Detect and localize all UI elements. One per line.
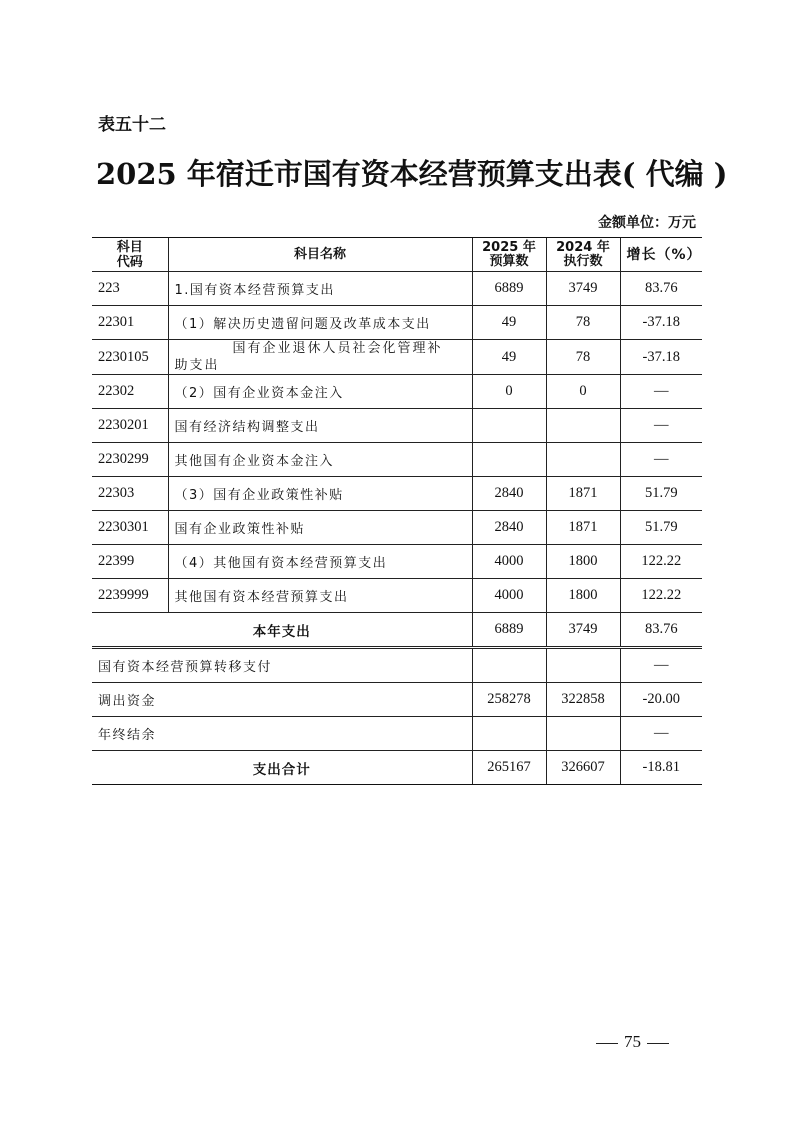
row-growth: 83.76 [620, 272, 702, 306]
row-exec: 78 [546, 306, 620, 340]
budget-table [92, 237, 702, 785]
subtotal-label: 本年支出 [92, 613, 472, 648]
header-budget: 2025 年 预算数 [472, 238, 546, 272]
row-exec [546, 443, 620, 477]
row-code: 22301 [92, 306, 168, 340]
extra-budget [472, 648, 546, 683]
row-growth: — [620, 443, 702, 477]
row-budget: 6889 [472, 272, 546, 306]
row-budget: 2840 [472, 511, 546, 545]
extra-label: 年终结余 [92, 717, 472, 751]
table-row [92, 375, 702, 409]
subtotal-row [92, 613, 702, 648]
page-number: 75 [590, 1032, 675, 1052]
unit-note: 金额单位：万元 [598, 215, 696, 231]
row-budget: 49 [472, 306, 546, 340]
extra-growth: — [620, 648, 702, 683]
row-growth: 122.22 [620, 545, 702, 579]
extra-label: 调出资金 [92, 683, 472, 717]
row-name: 1.国有资本经营预算支出 [168, 272, 472, 306]
row-code: 2230299 [92, 443, 168, 477]
extra-growth: -20.00 [620, 683, 702, 717]
table-row [92, 340, 702, 375]
row-code: 22302 [92, 375, 168, 409]
extra-growth: — [620, 717, 702, 751]
row-exec: 1871 [546, 511, 620, 545]
extra-exec [546, 717, 620, 751]
extra-row [92, 648, 702, 683]
table-row [92, 579, 702, 613]
row-code: 2239999 [92, 579, 168, 613]
table-row [92, 477, 702, 511]
total-label: 支出合计 [92, 751, 472, 785]
row-name: （2）国有企业资本金注入 [168, 375, 472, 409]
extra-budget [472, 717, 546, 751]
header-name: 科目名称 [168, 238, 472, 272]
table-row [92, 443, 702, 477]
subtotal-exec: 3749 [546, 613, 620, 648]
table-row [92, 306, 702, 340]
extra-budget: 258278 [472, 683, 546, 717]
row-code: 223 [92, 272, 168, 306]
page-title: 2025 年宿迁市国有资本经营预算支出表( 代编 ) [96, 157, 728, 191]
row-budget: 4000 [472, 579, 546, 613]
row-budget [472, 409, 546, 443]
row-name: 其他国有企业资本金注入 [168, 443, 472, 477]
table-label: 表五十二 [98, 115, 166, 135]
row-exec: 1800 [546, 545, 620, 579]
row-name: （4）其他国有资本经营预算支出 [168, 545, 472, 579]
row-budget: 49 [472, 340, 546, 375]
row-name: 国有企业政策性补贴 [168, 511, 472, 545]
row-growth: -37.18 [620, 340, 702, 375]
row-name: （1）解决历史遗留问题及改革成本支出 [168, 306, 472, 340]
row-code: 22399 [92, 545, 168, 579]
subtotal-growth: 83.76 [620, 613, 702, 648]
table-row [92, 272, 702, 306]
row-code: 2230301 [92, 511, 168, 545]
row-exec: 3749 [546, 272, 620, 306]
total-exec: 326607 [546, 751, 620, 785]
row-budget [472, 443, 546, 477]
table-row [92, 545, 702, 579]
row-growth: 122.22 [620, 579, 702, 613]
extra-row [92, 683, 702, 717]
row-exec: 78 [546, 340, 620, 375]
extra-row [92, 717, 702, 751]
total-growth: -18.81 [620, 751, 702, 785]
subtotal-budget: 6889 [472, 613, 546, 648]
row-code: 2230201 [92, 409, 168, 443]
total-budget: 265167 [472, 751, 546, 785]
row-growth: — [620, 375, 702, 409]
header-exec: 2024 年 执行数 [546, 238, 620, 272]
row-budget: 0 [472, 375, 546, 409]
row-code: 2230105 [92, 340, 168, 375]
row-growth: -37.18 [620, 306, 702, 340]
total-row [92, 751, 702, 785]
row-growth: — [620, 409, 702, 443]
extra-label: 国有资本经营预算转移支付 [92, 648, 472, 683]
row-name: （3）国有企业政策性补贴 [168, 477, 472, 511]
header-growth: 增长（%） [620, 238, 702, 272]
page-number-dash-left [596, 1043, 618, 1044]
header-code: 科目 代码 [92, 238, 168, 272]
page-number-dash-right [647, 1043, 669, 1044]
row-exec: 0 [546, 375, 620, 409]
row-exec: 1800 [546, 579, 620, 613]
row-code: 22303 [92, 477, 168, 511]
table-row [92, 409, 702, 443]
table-header-row [92, 238, 702, 272]
row-exec: 1871 [546, 477, 620, 511]
extra-exec [546, 648, 620, 683]
row-growth: 51.79 [620, 477, 702, 511]
extra-exec: 322858 [546, 683, 620, 717]
row-name: 其他国有资本经营预算支出 [168, 579, 472, 613]
row-budget: 4000 [472, 545, 546, 579]
row-name: 国有经济结构调整支出 [168, 409, 472, 443]
table-row [92, 511, 702, 545]
row-budget: 2840 [472, 477, 546, 511]
row-growth: 51.79 [620, 511, 702, 545]
row-name: 国有企业退休人员社会化管理补 助支出 [168, 340, 472, 375]
row-exec [546, 409, 620, 443]
